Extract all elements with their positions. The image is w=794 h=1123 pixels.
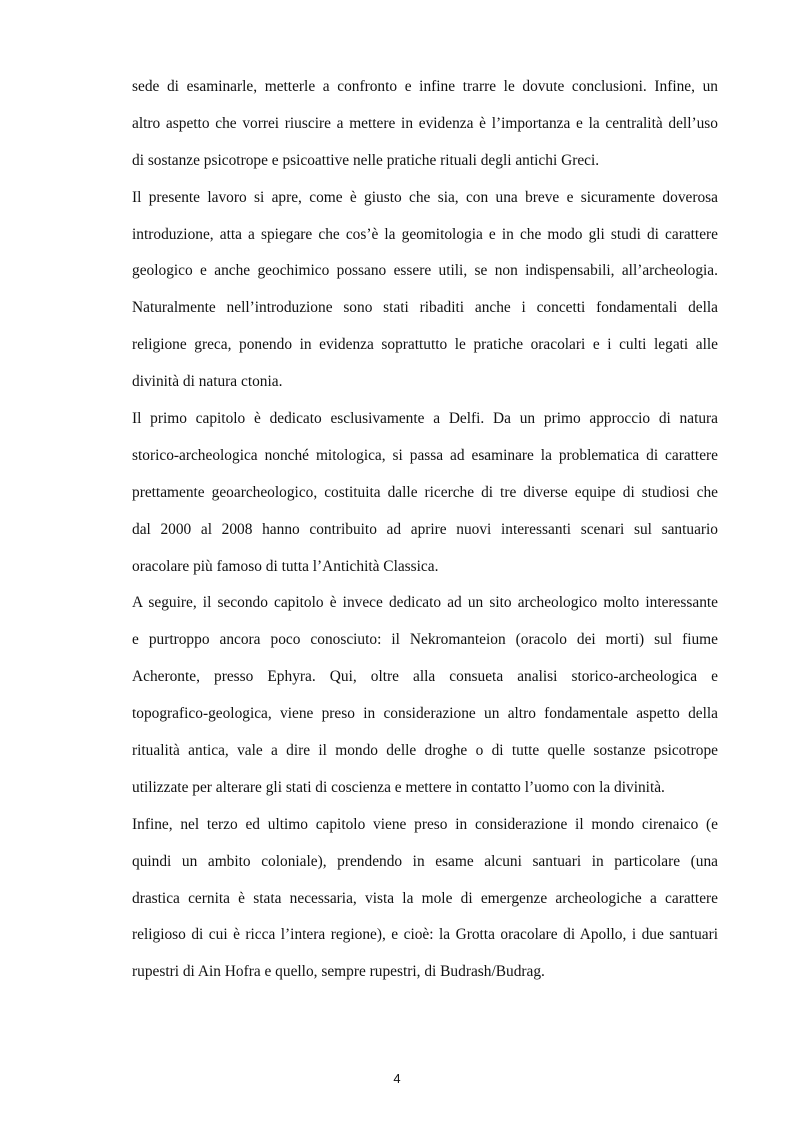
text-line: di sostanze psicotrope e psicoattive nelle pratiche rituali degli antichi Greci. [132, 151, 600, 169]
text-line: divinità di natura ctonia. [132, 373, 283, 391]
text-line: religione greca, ponendo in evidenza soprattutto le pratiche oracolari e i culti legati alle [132, 336, 718, 354]
text-line: geologico e anche geochimico possano essere utili, se non indispensabili, all’archeologia. [132, 262, 718, 280]
text-line: oracolare più famoso di tutta l’Antichità Classica. [132, 557, 439, 575]
text-line: Naturalmente nell’introduzione sono stati ribaditi anche i concetti fondamentali della [132, 299, 718, 317]
text-line: quindi un ambito coloniale), prendendo in esame alcuni santuari in particolare (una [132, 852, 718, 870]
body-text [132, 69, 718, 991]
text-line: sede di esaminarle, metterle a confronto e infine trarre le dovute conclusioni. Infine, un [132, 78, 718, 95]
text-line: Infine, nel terzo ed ultimo capitolo viene preso in considerazione il mondo cirenaico (e [132, 815, 718, 833]
text-line: Il primo capitolo è dedicato esclusivamente a Delfi. Da un primo approccio di natura [132, 410, 718, 428]
text-line: drastica cernita è stata necessaria, vista la mole di emergenze archeologiche a carattere [132, 889, 718, 907]
text-line: altro aspetto che vorrei riuscire a mettere in evidenza è l’importanza e la centralità dell’uso [132, 114, 718, 132]
text-line: religioso di cui è ricca l’intera regione), e cioè: la Grotta oracolare di Apollo, i due santuari [132, 926, 718, 944]
text-line: storico-archeologica nonché mitologica, si passa ad esaminare la problematica di carattere [132, 446, 718, 464]
text-line: rupestri di Ain Hofra e quello, sempre rupestri, di Budrash/Budrag. [132, 963, 545, 981]
text-line: e purtroppo ancora poco conosciuto: il Nekromanteion (oracolo dei morti) sul fiume [132, 631, 718, 649]
text-line: Acheronte, presso Ephyra. Qui, oltre alla consueta analisi storico-archeologica e [132, 668, 718, 686]
text-line: dal 2000 al 2008 hanno contribuito ad aprire nuovi interessanti scenari sul santuario [132, 520, 718, 538]
text-line: prettamente geoarcheologico, costituita dalle ricerche di tre diverse equipe di studiosi che [132, 483, 718, 501]
text-line: ritualità antica, vale a dire il mondo delle droghe o di tutte quelle sostanze psicotrope [132, 742, 718, 760]
text-line: introduzione, atta a spiegare che cos’è la geomitologia e in che modo gli studi di carattere [132, 225, 718, 243]
page-number: 4 [393, 1071, 401, 1086]
text-line: topografico-geologica, viene preso in considerazione un altro fondamentale aspetto della [132, 705, 718, 723]
text-line: Il presente lavoro si apre, come è giusto che sia, con una breve e sicuramente doverosa [132, 188, 718, 206]
text-line: A seguire, il secondo capitolo è invece dedicato ad un sito archeologico molto interessante [132, 594, 718, 612]
text-line: utilizzate per alterare gli stati di coscienza e mettere in contatto l’uomo con la divinità. [132, 778, 665, 796]
